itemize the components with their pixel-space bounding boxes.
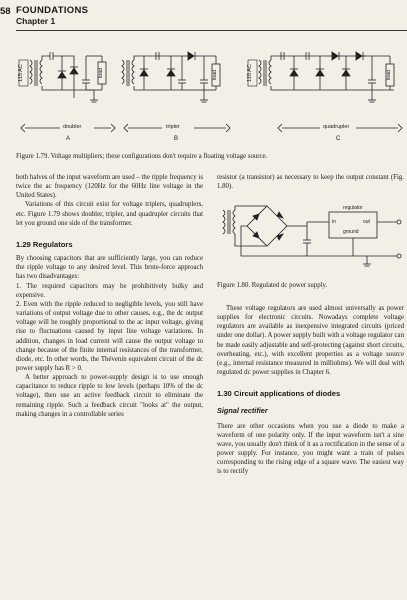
section-heading-1-29: 1.29 Regulators xyxy=(16,239,73,249)
paragraph: These voltage regulators are used almost universally as power supplies for electronic circuits. Nowadays complete voltage regulators are available as inexpensive integrated circuits (priced under one dollar). A power supply built with a voltage regulator can be made easily adjustable and self-protecting (against short circuits, overheating, etc.), with excellent properties as a voltage source (e.g., internal resistance measured in milliohms). We will deal with regulated dc power supplies in Chapter 6. xyxy=(217,305,404,377)
figure-1-79-caption: Figure 1.79. Voltage multipliers; these configurations don't require a floating voltage source. xyxy=(16,153,268,160)
regulator-out-label: out xyxy=(363,219,370,225)
paragraph: By choosing capacitors that are sufficiently large, you can reduce the ripple voltage to any desired level. This brute-force approach has two disadvantages: xyxy=(16,255,203,281)
list-item: 2. Even with the ripple reduced to negligible levels, you still have variations of output voltage due to other causes, e.g., the dc output voltage will be roughly proportional to the ac input voltage, giving rise to fluctuations caused by input line voltage variations. In addition, changes in load current will cause the output voltage to change because of the finite internal resistances of the transformer, diode, etc. In other words, the Thévenin equivalent circuit of the dc power supply has R > 0. xyxy=(16,300,203,372)
section-heading-1-30: 1.30 Circuit applications of diodes xyxy=(217,389,341,399)
load-label-c: load xyxy=(386,69,393,81)
regulated-supply-schematic xyxy=(217,196,404,276)
regulator-in-label: in xyxy=(332,219,336,225)
chapter-label: Chapter 1 xyxy=(16,16,56,26)
tripler-label: tripler xyxy=(166,124,180,130)
paragraph: There are other occasions when you use a diode to make a waveform of one polarity only. If the input waveform isn't a sine wave, you usually don't think of it as a rectification in the sense of a power supply. For instance, you might want a train of pulses corresponding to the rising edge of a square wave. The easiest way is to rectify xyxy=(217,422,404,476)
page-number: 58 xyxy=(0,6,11,17)
list-item: 1. The required capacitors may be prohibitively bulky and expensive. xyxy=(16,282,203,299)
figure-1-79 xyxy=(16,40,407,164)
load-label-a: load xyxy=(98,67,105,79)
right-column-top xyxy=(217,173,404,191)
doubler-label: doubler xyxy=(63,124,82,130)
regulator-ground-label: ground xyxy=(343,229,359,235)
figure-1-80 xyxy=(217,196,404,294)
tripler-circuit xyxy=(122,52,230,132)
subsection-heading: Signal rectifier xyxy=(217,406,268,416)
paragraph: A better approach to power-supply design is to use enough capacitance to reduce ripple to low levels (perhaps 10% of the dc voltage), then use an active feedback circuit to eliminate the remaining ripple. Such a feedback circuit "looks at" the output, making changes in a controllable series xyxy=(16,374,203,418)
transformer-label-c: 115 AC xyxy=(246,64,253,82)
header-rule xyxy=(16,30,407,31)
paragraph: resistor (a transistor) as necessary to keep the output constant (Fig. 1.80). xyxy=(217,174,404,191)
paragraph: both halves of the input waveform are used – the ripple frequency is twice the ac frequency (120Hz for the 60Hz line voltage in the United States). xyxy=(16,174,203,200)
panel-letter-b: B xyxy=(174,136,179,142)
paragraph: Variations of this circuit exist for voltage triplers, quadruplers, etc. Figure 1.79 shows doubler, tripler, and quadrupler circuits that let you ground one side of the transformer. xyxy=(16,201,203,227)
quadrupler-circuit xyxy=(248,52,402,132)
quadrupler-label: quadrupler xyxy=(323,124,350,130)
load-label-b: load xyxy=(212,69,219,81)
right-column xyxy=(217,304,404,477)
regulator-label: regulator xyxy=(343,205,363,211)
panel-letter-c: C xyxy=(336,136,341,142)
transformer-label-a: 115 AC xyxy=(17,64,24,82)
panel-letter-a: A xyxy=(66,136,71,142)
running-title: FOUNDATIONS xyxy=(16,5,89,16)
figure-1-80-caption: Figure 1.80. Regulated dc power supply. xyxy=(217,282,328,289)
doubler-circuit xyxy=(19,52,115,132)
left-column xyxy=(16,173,203,419)
voltage-multiplier-schematics xyxy=(16,40,407,164)
